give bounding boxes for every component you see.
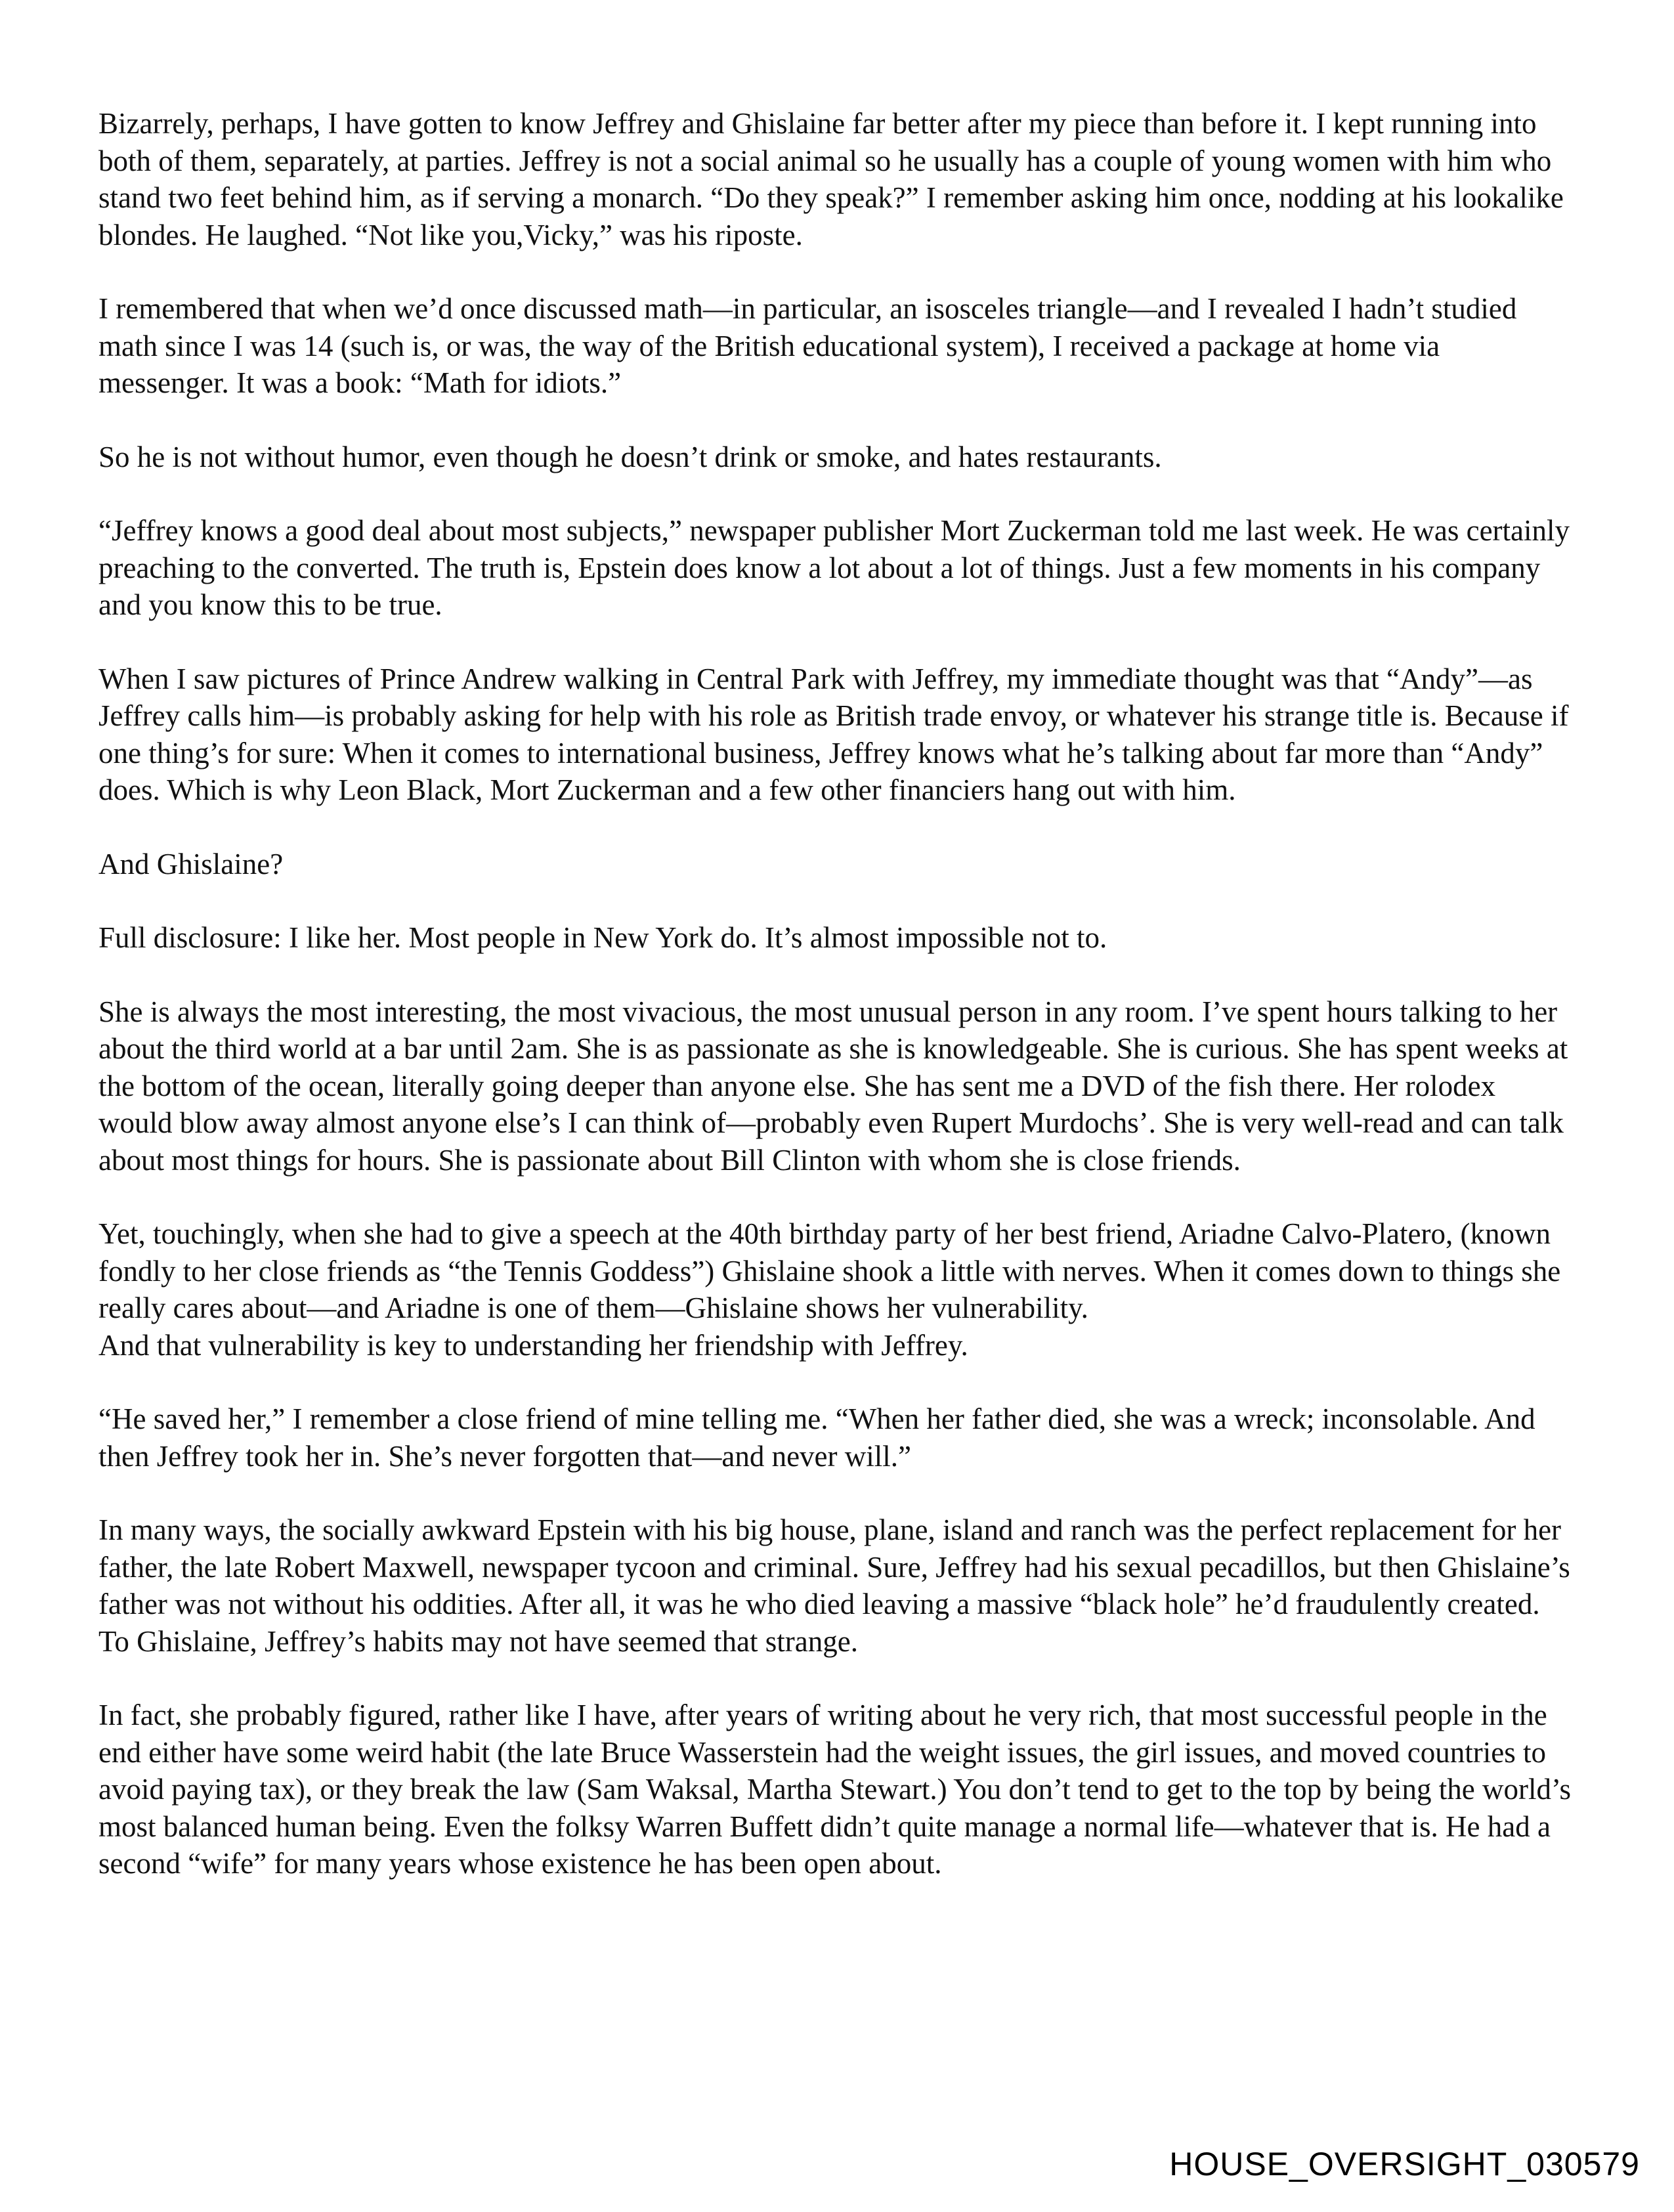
document-body: [98, 105, 1576, 1919]
paragraph: She is always the most interesting, the most vivacious, the most unusual person in any room. I’ve spent hours talking to her about the third world at a bar until 2am. She is as passionate as she is knowledgeable. She is curious. She has spent weeks at the bottom of the ocean, literally going deeper than anyone else. She has sent me a DVD of the fish there. Her rolodex would blow away almost anyone else’s I can think of—probably even Rupert Murdochs’. She is very well-read and can talk about most things for hours. She is passionate about Bill Clinton with whom she is close friends.: [98, 995, 1568, 1177]
paragraph: So he is not without humor, even though he doesn’t drink or smoke, and hates restaurants.: [98, 440, 1162, 473]
paragraph: In many ways, the socially awkward Epstein with his big house, plane, island and ranch was the perfect replacement for her father, the late Robert Maxwell, newspaper tycoon and criminal. Sure, Jeffrey had his sexual pecadillos, but then Ghislaine’s father was not without his oddities. After all, it was he who died leaving a massive “black hole” he’d fraudulently created. To Ghislaine, Jeffrey’s habits may not have seemed that strange.: [98, 1513, 1570, 1658]
paragraph: Yet, touchingly, when she had to give a speech at the 40th birthday party of her best friend, Ariadne Calvo-Platero, (known fondly to her close friends as “the Tennis Goddess”) Ghislaine shook a little with nerves. When it comes down to things she really cares about—and Ariadne is one of them—Ghislaine shows her vulnerability.: [98, 1217, 1561, 1324]
bates-number: HOUSE_OVERSIGHT_030579: [1169, 2146, 1640, 2182]
paragraph: When I saw pictures of Prince Andrew walking in Central Park with Jeffrey, my immediate thought was that “Andy”—as Jeffrey calls him—is probably asking for help with his role as British trade envoy, or whatever his strange title is. Because if one thing’s for sure: When it comes to international business, Jeffrey knows what he’s talking about far more than “Andy” does. Which is why Leon Black, Mort Zuckerman and a few other financiers hang out with him.: [98, 662, 1569, 806]
paragraph: “Jeffrey knows a good deal about most subjects,” newspaper publisher Mort Zuckerman told me last week. He was certainly preaching to the converted. The truth is, Epstein does know a lot about a lot of things. Just a few moments in his company and you know this to be true.: [98, 514, 1570, 621]
paragraph: And Ghislaine?: [98, 847, 284, 880]
paragraph: I remembered that when we’d once discussed math—in particular, an isosceles triangle—and I revealed I hadn’t studied math since I was 14 (such is, or was, the way of the British educational system), I received a package at home via messenger. It was a book: “Math for idiots.”: [98, 292, 1517, 399]
paragraph: “He saved her,” I remember a close friend of mine telling me. “When her father died, she was a wreck; inconsolable. And then Jeffrey took her in. She’s never forgotten that—and never will.”: [98, 1402, 1535, 1473]
paragraph: And that vulnerability is key to understanding her friendship with Jeffrey.: [98, 1328, 968, 1362]
paragraph: Bizarrely, perhaps, I have gotten to know Jeffrey and Ghislaine far better after my piece than before it. I kept running into both of them, separately, at parties. Jeffrey is not a social animal so he usually has a couple of young women with him who stand two feet behind him, as if serving a monarch. “Do they speak?” I remember asking him once, nodding at his lookalike blondes. He laughed. “Not like you,Vicky,” was his riposte.: [98, 107, 1564, 251]
paragraph: Full disclosure: I like her. Most people in New York do. It’s almost impossible not to.: [98, 921, 1107, 954]
paragraph: In fact, she probably figured, rather like I have, after years of writing about he very rich, that most successful people in the end either have some weird habit (the late Bruce Wasserstein had the weight issues, the girl issues, and moved countries to avoid paying tax), or they break the law (Sam Waksal, Martha Stewart.) You don’t tend to get to the top by being the world’s most balanced human being. Even the folksy Warren Buffett didn’t quite manage a normal life—whatever that is. He had a second “wife” for many years whose existence he has been open about.: [98, 1699, 1572, 1880]
